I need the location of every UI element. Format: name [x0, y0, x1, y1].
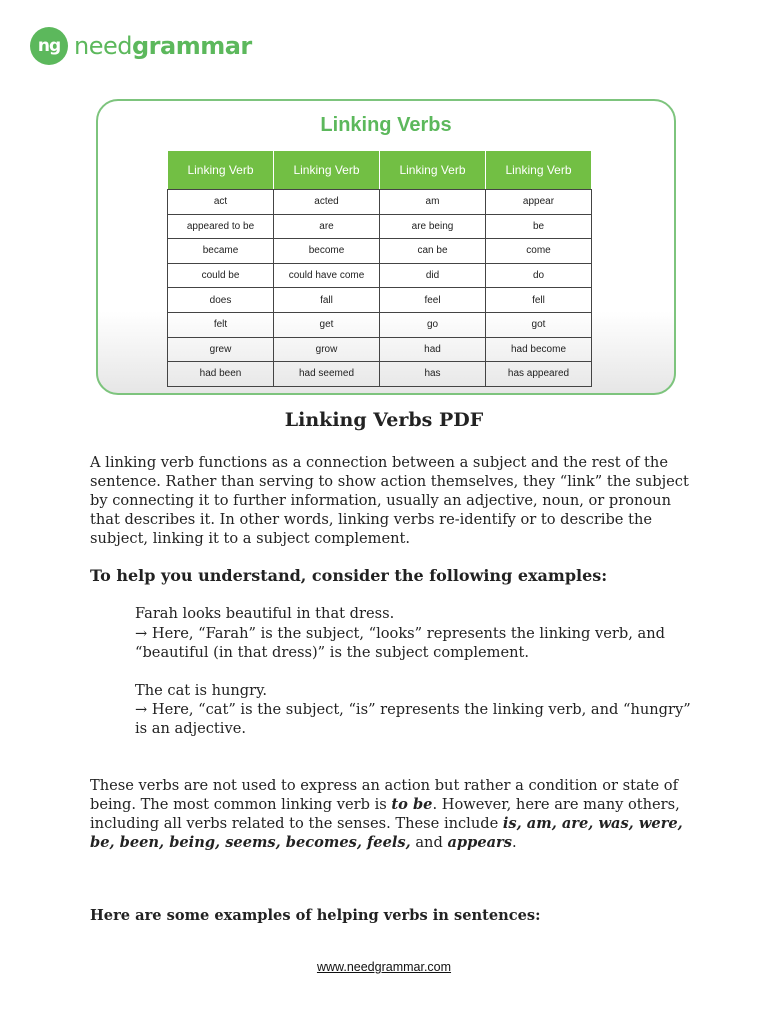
table-cell: got [486, 312, 592, 337]
ng-logo-icon: ng [30, 27, 68, 65]
table-cell: act [168, 190, 274, 215]
table-row [168, 263, 592, 288]
emphasis-to-be: to be [391, 796, 433, 813]
example1-sentence: Farah looks beautiful in that dress. [135, 605, 395, 622]
table-cell: feel [380, 288, 486, 313]
table-cell: can be [380, 239, 486, 264]
table-header-row [168, 151, 592, 190]
linking-verbs-paragraph [90, 776, 690, 852]
linking-verbs-table [167, 150, 592, 387]
example2-sentence: The cat is hungry. [135, 682, 268, 699]
table-row [168, 190, 592, 215]
table-row [168, 337, 592, 362]
column-header: Linking Verb [168, 151, 274, 190]
table-cell: did [380, 263, 486, 288]
table-cell: does [168, 288, 274, 313]
brand-name-part2: grammar [131, 32, 252, 60]
table-cell: could be [168, 263, 274, 288]
table-row [168, 214, 592, 239]
table-row [168, 239, 592, 264]
table-cell: be [486, 214, 592, 239]
card-title: Linking Verbs [320, 114, 452, 136]
table-cell: grow [274, 337, 380, 362]
table-cell: has appeared [486, 362, 592, 387]
table-row [168, 288, 592, 313]
column-header: Linking Verb [274, 151, 380, 190]
column-header: Linking Verb [486, 151, 592, 190]
table-cell: had [380, 337, 486, 362]
page-title: Linking Verbs PDF [284, 409, 484, 431]
table-cell: am [380, 190, 486, 215]
needgrammar-logo [30, 27, 252, 65]
table-cell: go [380, 312, 486, 337]
table-cell: fell [486, 288, 592, 313]
para-text: These verbs are not used to express an action but rather a condition or state of being. The most common linking verb is [90, 777, 678, 813]
helping-verbs-heading: Here are some examples of helping verbs in sentences: [90, 907, 541, 924]
table-cell: become [274, 239, 380, 264]
intro-paragraph: A linking verb functions as a connection between a subject and the rest of the sentence. Rather than serving to show action themselves, they “link” the subject by connecting it to further information, usually an adjective, noun, or pronoun that describes it. In other words, linking verbs re-identify or to describe the subject, linking it to a subject complement. [90, 454, 689, 547]
table-cell: do [486, 263, 592, 288]
table-cell: are being [380, 214, 486, 239]
table-cell: became [168, 239, 274, 264]
brand-name-part1: need [74, 32, 132, 60]
table-row [168, 312, 592, 337]
para-text: . [511, 834, 517, 851]
table-cell: appear [486, 190, 592, 215]
table-cell: could have come [274, 263, 380, 288]
table-cell: had seemed [274, 362, 380, 387]
table-cell: felt [168, 312, 274, 337]
para-text: and [410, 834, 448, 851]
table-cell: come [486, 239, 592, 264]
table-cell: appeared to be [168, 214, 274, 239]
example2-note: → Here, “cat” is the subject, “is” represents the linking verb, and “hungry” is an adjective. [135, 701, 691, 737]
table-row [168, 362, 592, 387]
emphasis-appears: appears [447, 834, 512, 851]
table-cell: are [274, 214, 380, 239]
para-text: . However, here are many others, including all verbs related to the senses. These include [90, 796, 680, 832]
table-cell: get [274, 312, 380, 337]
table-cell: has [380, 362, 486, 387]
column-header: Linking Verb [380, 151, 486, 190]
footer-link[interactable]: www.needgrammar.com [316, 960, 452, 974]
table-cell: grew [168, 337, 274, 362]
emphasis-verb-list: is, am, are, was, were, be, been, being, seems, becomes, feels, [90, 815, 683, 851]
examples-heading: To help you understand, consider the following examples: [90, 566, 608, 585]
brand-name [74, 32, 252, 60]
table-cell: had been [168, 362, 274, 387]
table-cell: acted [274, 190, 380, 215]
table-cell: had become [486, 337, 592, 362]
table-cell: fall [274, 288, 380, 313]
example1-note: → Here, “Farah” is the subject, “looks” represents the linking verb, and “beautiful (in that dress)” is the subject complement. [135, 625, 665, 661]
linking-verbs-table-card [96, 99, 676, 395]
